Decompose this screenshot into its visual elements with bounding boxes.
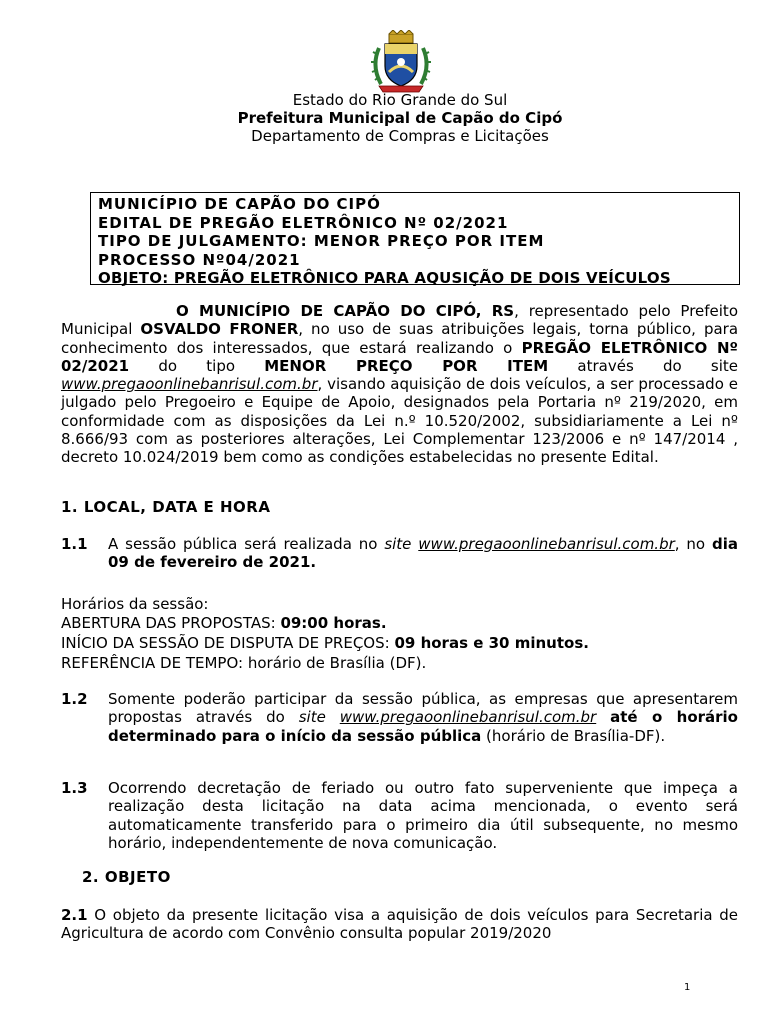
title-box — [90, 192, 740, 288]
schedule-opening — [61, 614, 387, 632]
item-1-3-number: 1.3 — [61, 779, 88, 797]
schedule-dispute-label: INÍCIO DA SESSÃO DE DISPUTA DE PREÇOS: — [61, 634, 395, 652]
header-department: Departamento de Compras e Licitações — [251, 127, 549, 145]
header-prefecture: Prefeitura Municipal de Capão do Cipó — [237, 109, 563, 127]
intro-text-3: do tipo — [129, 356, 265, 375]
item-1-2-text: Somente poderão participar da sessão pública, as empresas que apresentarem propostas através do — [108, 690, 738, 727]
section-1-title: 1. LOCAL, DATA E HORA — [61, 498, 271, 516]
schedule-dispute-value: 09 horas e 30 minutos. — [394, 634, 589, 652]
item-1-2-body — [108, 690, 738, 745]
intro-text-4: através do site — [548, 356, 738, 375]
schedule-time-reference: REFERÊNCIA DE TEMPO: horário de Brasília (DF). — [61, 654, 427, 672]
title-object: OBJETO: PREGÃO ELETRÔNICO PARA AQUSIÇÃO DE DOIS VEÍCULOS — [98, 269, 671, 288]
item-1-2 — [61, 690, 738, 745]
section-2-title: 2. OBJETO — [82, 868, 171, 886]
title-process: PROCESSO Nº04/2021 — [98, 250, 301, 269]
intro-site-link[interactable]: www.pregaoonlinebanrisul.com.br — [61, 375, 318, 394]
item-1-3 — [61, 779, 738, 852]
intro-judgment: MENOR PREÇO POR ITEM — [264, 356, 549, 375]
intro-paragraph — [61, 302, 738, 467]
item-1-1-site-link[interactable]: www.pregaoonlinebanrisul.com.br — [418, 535, 675, 553]
item-1-1-number: 1.1 — [61, 535, 88, 553]
intro-text-1: , representado pelo Prefeito Municipal — [61, 302, 738, 339]
item-1-2-site-link[interactable]: www.pregaoonlinebanrisul.com.br — [339, 708, 597, 727]
item-1-2-deadline: até o horário determinado para o início da sessão pública — [108, 708, 738, 745]
item-2-1 — [61, 906, 738, 943]
item-1-1-date: dia 09 de fevereiro de 2021. — [108, 535, 738, 572]
intro-text-5: , visando aquisição de dois veículos, a ser processado e julgado pelo Pregoeiro e Equipe de Apoio, designados pela Portaria nº 219/2020, em conformidade com as disposições da Lei n.º 10.520/2002, subsidiariamente a Lei nº 8.666/93 com as posteriores alterações, Lei Complementar 123/2006 e nº 147/2014 , decreto 10.024/2019 bem como as condições estabelecidas no presente Edital. — [61, 375, 738, 467]
title-edital: EDITAL DE PREGÃO ELETRÔNICO Nº 02/2021 — [98, 213, 509, 232]
schedule-opening-value: 09:00 horas. — [280, 614, 387, 632]
item-1-1-site-word: site — [384, 535, 412, 553]
title-judgment-type: TIPO DE JULGAMENTO: MENOR PREÇO POR ITEM — [98, 232, 545, 251]
intro-pregao: PREGÃO ELETRÔNICO Nº 02/2021 — [61, 338, 738, 375]
intro-mayor: OSVALDO FRONER — [140, 320, 299, 339]
item-1-1 — [61, 535, 738, 572]
schedule-dispute — [61, 634, 589, 652]
item-2-1-number: 2.1 — [61, 906, 88, 924]
intro-municipality: O MUNICÍPIO DE CAPÃO DO CIPÓ, RS — [176, 302, 515, 320]
coat-of-arms-icon — [369, 30, 433, 94]
header-state: Estado do Rio Grande do Sul — [292, 91, 508, 109]
item-1-2-text-2: (horário de Brasília-DF). — [481, 726, 666, 745]
item-1-1-text: A sessão pública será realizada no — [108, 535, 385, 553]
schedule-opening-label: ABERTURA DAS PROPOSTAS: — [61, 614, 281, 632]
item-1-1-body — [108, 535, 738, 572]
item-1-3-body: Ocorrendo decretação de feriado ou outro fato superveniente que impeça a realização desta licitação na data acima mencionada, o evento será automaticamente transferido para o primeiro dia útil subsequente, no mesmo horário, independentemente de nova comunicação. — [108, 779, 738, 852]
item-1-2-number: 1.2 — [61, 690, 88, 708]
schedule-heading: Horários da sessão: — [61, 595, 209, 613]
page-number: 1 — [684, 982, 691, 993]
item-1-2-site-word: site — [298, 708, 326, 727]
title-municipality: MUNICÍPIO DE CAPÃO DO CIPÓ — [98, 195, 381, 213]
item-2-1-text: O objeto da presente licitação visa a aquisição de dois veículos para Secretaria de Agricultura de acordo com Convênio consulta popular 2019/2020 — [61, 906, 738, 943]
intro-text-2: , no uso de suas atribuições legais, torna público, para conhecimento dos interessados, que estará realizando o — [61, 320, 739, 357]
item-1-1-text-2: , no — [674, 535, 712, 553]
